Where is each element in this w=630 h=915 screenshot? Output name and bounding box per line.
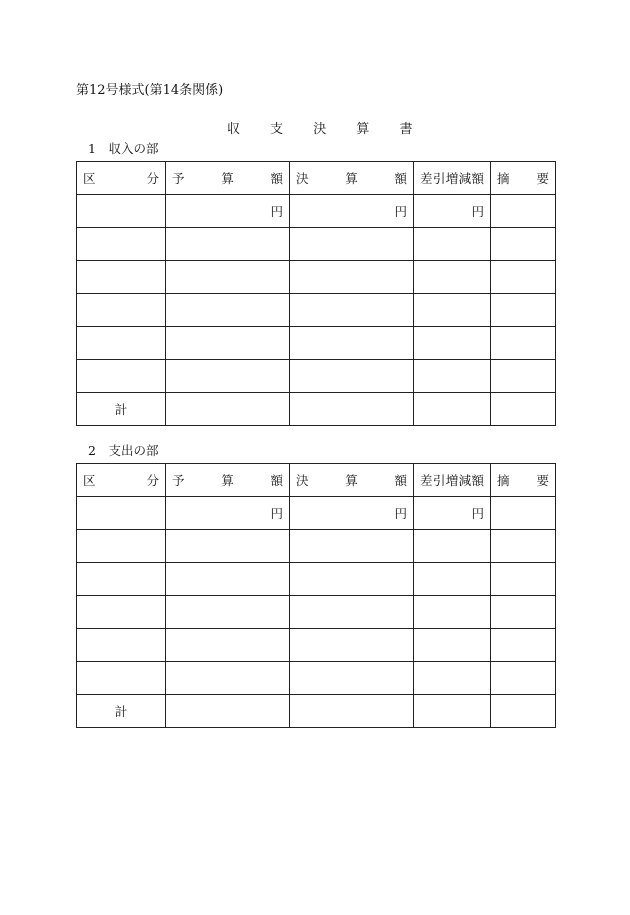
- table-row: [77, 596, 556, 629]
- header-remarks: 摘 要: [491, 464, 556, 497]
- cell[interactable]: [414, 563, 491, 596]
- document-title: 収 支 決 算 書: [227, 122, 413, 137]
- header-difference: 差引増減額: [414, 162, 491, 195]
- cell[interactable]: [166, 596, 290, 629]
- cell[interactable]: [166, 393, 290, 426]
- cell[interactable]: [77, 629, 166, 662]
- cell[interactable]: [290, 327, 414, 360]
- cell[interactable]: [290, 393, 414, 426]
- cell-settlement-unit[interactable]: 円: [290, 195, 414, 228]
- cell[interactable]: [77, 596, 166, 629]
- table-row: [77, 261, 556, 294]
- cell[interactable]: [491, 261, 556, 294]
- table-row: [77, 629, 556, 662]
- cell[interactable]: [77, 228, 166, 261]
- cell[interactable]: [166, 261, 290, 294]
- cell[interactable]: [491, 596, 556, 629]
- form-number: 第12号様式(第14条関係): [76, 83, 224, 98]
- cell[interactable]: [491, 294, 556, 327]
- cell[interactable]: [166, 695, 290, 728]
- cell[interactable]: [290, 563, 414, 596]
- table-row: [77, 294, 556, 327]
- income-table: [76, 161, 556, 426]
- header-category: 区 分: [77, 464, 166, 497]
- header-settlement: 決 算 額: [290, 464, 414, 497]
- expenditure-section-title: 2 支出の部: [88, 443, 159, 458]
- table-row: [77, 530, 556, 563]
- cell-category[interactable]: [77, 195, 166, 228]
- cell[interactable]: [77, 662, 166, 695]
- cell[interactable]: [491, 393, 556, 426]
- cell[interactable]: [77, 360, 166, 393]
- header-budget: 予 算 額: [166, 464, 290, 497]
- table-header-row: [77, 464, 556, 497]
- header-category: 区 分: [77, 162, 166, 195]
- header-difference: 差引増減額: [414, 464, 491, 497]
- cell[interactable]: [166, 563, 290, 596]
- cell[interactable]: [77, 294, 166, 327]
- total-row: [77, 393, 556, 426]
- cell[interactable]: [290, 530, 414, 563]
- cell[interactable]: [290, 261, 414, 294]
- table-row: [77, 563, 556, 596]
- cell[interactable]: [290, 695, 414, 728]
- cell[interactable]: [166, 530, 290, 563]
- cell-remarks[interactable]: [491, 497, 556, 530]
- header-remarks: 摘 要: [491, 162, 556, 195]
- cell[interactable]: [491, 327, 556, 360]
- table-row: [77, 327, 556, 360]
- cell-category[interactable]: [77, 497, 166, 530]
- income-section-title: 1 収入の部: [88, 141, 159, 156]
- cell[interactable]: [290, 228, 414, 261]
- cell[interactable]: [414, 327, 491, 360]
- cell[interactable]: [414, 629, 491, 662]
- total-label: 計: [77, 393, 166, 426]
- total-row: [77, 695, 556, 728]
- cell[interactable]: [491, 695, 556, 728]
- cell[interactable]: [290, 360, 414, 393]
- cell[interactable]: [77, 563, 166, 596]
- cell-difference-unit[interactable]: 円: [414, 195, 491, 228]
- total-label: 計: [77, 695, 166, 728]
- table-row: [77, 662, 556, 695]
- cell[interactable]: [414, 294, 491, 327]
- cell[interactable]: [491, 629, 556, 662]
- cell[interactable]: [166, 662, 290, 695]
- cell-budget-unit[interactable]: 円: [166, 497, 290, 530]
- table-header-row: [77, 162, 556, 195]
- table-row: [77, 360, 556, 393]
- cell[interactable]: [166, 629, 290, 662]
- cell[interactable]: [77, 327, 166, 360]
- cell[interactable]: [491, 563, 556, 596]
- cell[interactable]: [166, 294, 290, 327]
- cell[interactable]: [166, 228, 290, 261]
- cell[interactable]: [491, 360, 556, 393]
- cell[interactable]: [166, 360, 290, 393]
- cell[interactable]: [290, 294, 414, 327]
- cell[interactable]: [414, 596, 491, 629]
- cell[interactable]: [414, 261, 491, 294]
- header-settlement: 決 算 額: [290, 162, 414, 195]
- cell[interactable]: [414, 360, 491, 393]
- table-row: [77, 228, 556, 261]
- cell-settlement-unit[interactable]: 円: [290, 497, 414, 530]
- table-row: [77, 195, 556, 228]
- cell[interactable]: [290, 662, 414, 695]
- table-row: [77, 497, 556, 530]
- header-budget: 予 算 額: [166, 162, 290, 195]
- expenditure-table: [76, 463, 556, 728]
- cell-budget-unit[interactable]: 円: [166, 195, 290, 228]
- cell[interactable]: [491, 228, 556, 261]
- cell[interactable]: [77, 530, 166, 563]
- cell[interactable]: [414, 393, 491, 426]
- cell[interactable]: [77, 261, 166, 294]
- cell[interactable]: [491, 662, 556, 695]
- cell[interactable]: [414, 662, 491, 695]
- cell-difference-unit[interactable]: 円: [414, 497, 491, 530]
- cell[interactable]: [414, 228, 491, 261]
- cell[interactable]: [414, 530, 491, 563]
- cell[interactable]: [290, 629, 414, 662]
- cell[interactable]: [166, 327, 290, 360]
- cell[interactable]: [491, 530, 556, 563]
- cell[interactable]: [414, 695, 491, 728]
- cell-remarks[interactable]: [491, 195, 556, 228]
- cell[interactable]: [290, 596, 414, 629]
